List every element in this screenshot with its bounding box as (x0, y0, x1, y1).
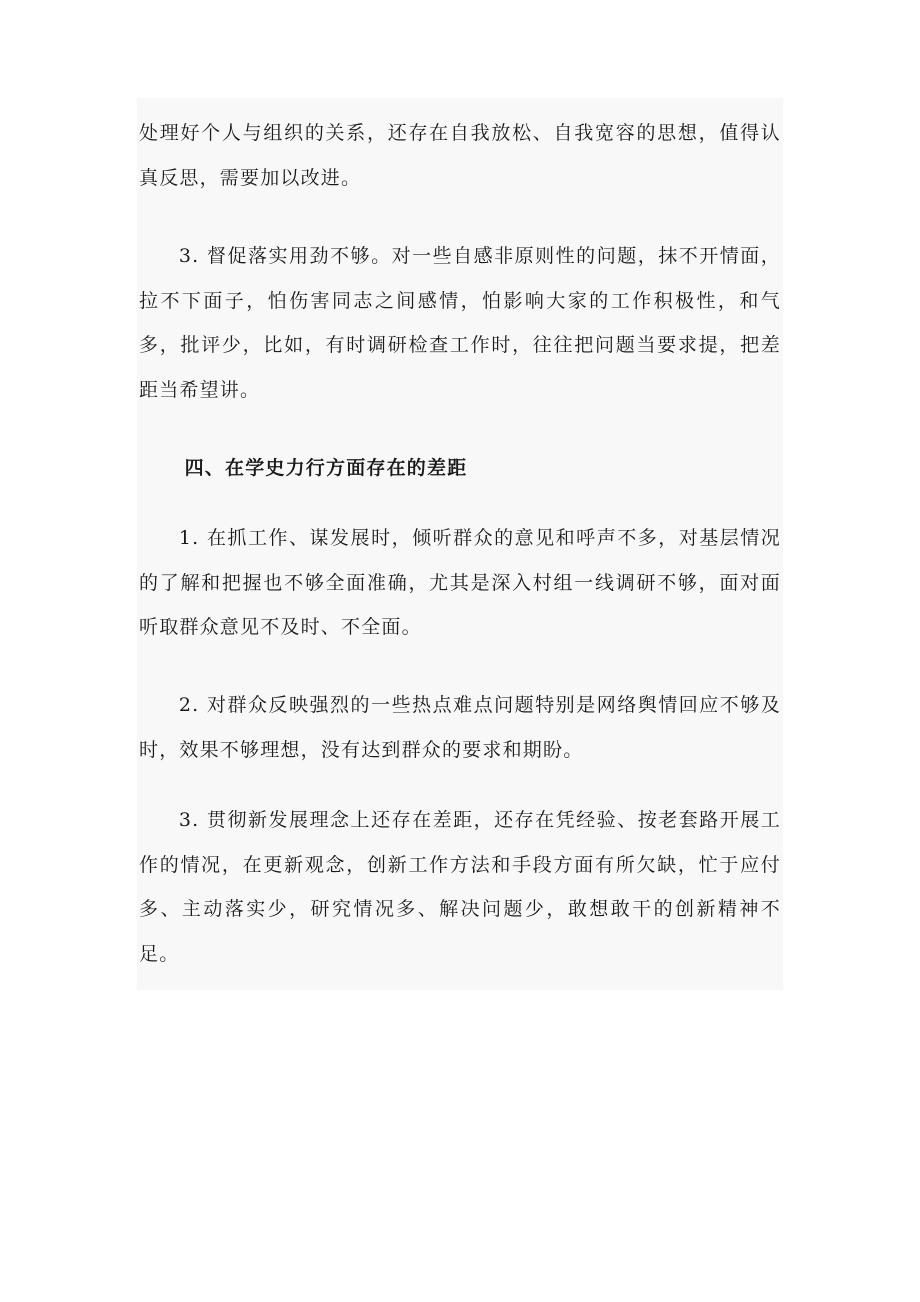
paragraph-continuation: 处理好个人与组织的关系，还存在自我放松、自我宽容的思想，值得认真反思，需要加以改进。 (139, 122, 781, 189)
section-paragraph-3: 3. 贯彻新发展理念上还存在差距，还存在凭经验、按老套路开展工作的情况，在更新观念，创新工作方法和手段方面有所欠缺，忙于应付多、主动落实少，研究情况多、解决问题少，敢想敢干的创新精神不足。 (139, 809, 781, 965)
section-paragraph-2: 2. 对群众反映强烈的一些热点难点问题特别是网络舆情回应不够及时，效果不够理想，没有达到群众的要求和期盼。 (139, 694, 781, 761)
section-heading: 四、在学史力行方面存在的差距 (184, 457, 468, 479)
section-paragraph-1: 1. 在抓工作、谋发展时，倾听群众的意见和呼声不多，对基层情况的了解和把握也不够全面准确，尤其是深入村组一线调研不够，面对面听取群众意见不及时、不全面。 (139, 527, 781, 638)
paragraph-item-3: 3. 督促落实用劲不够。对一些自感非原则性的问题，抹不开情面，拉不下面子，怕伤害同志之间感情，怕影响大家的工作积极性，和气多，批评少，比如，有时调研检查工作时，往往把问题当要求提，把差距当希望讲。 (139, 245, 781, 401)
document-body (137, 98, 783, 990)
